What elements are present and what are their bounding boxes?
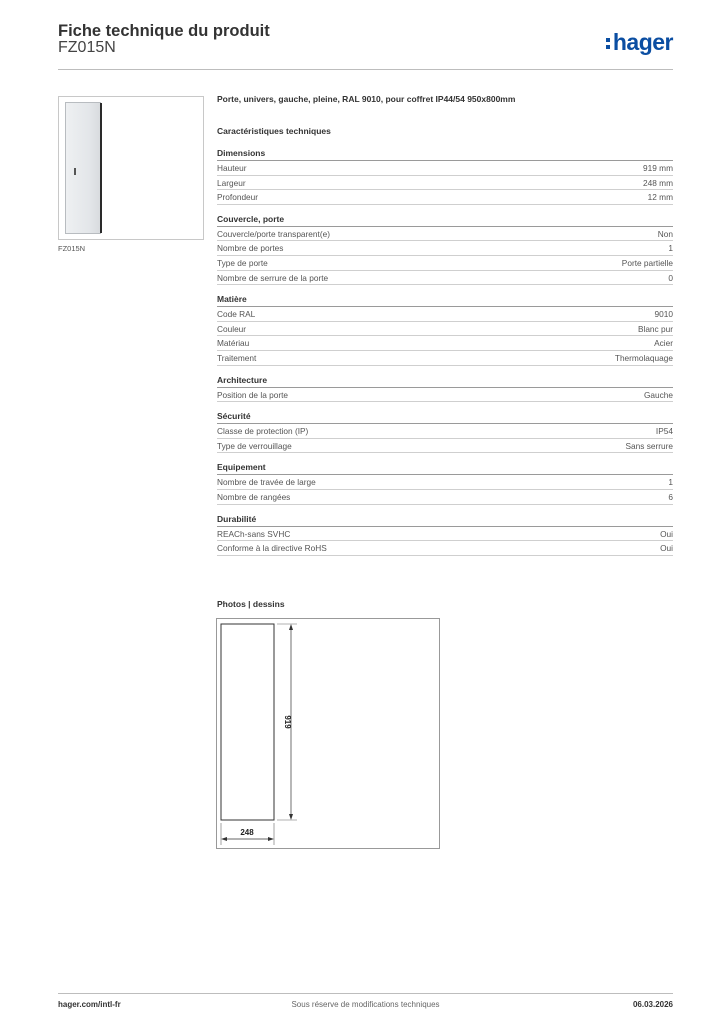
- door-hinge-mark: [74, 168, 76, 175]
- technical-drawing: [216, 618, 440, 849]
- spec-label: Type de porte: [217, 257, 268, 268]
- section-title: Couvercle, porte: [217, 212, 673, 227]
- spec-row: [217, 241, 673, 256]
- page-footer: [58, 993, 673, 1019]
- spec-row: [217, 271, 673, 286]
- section-title: Equipement: [217, 460, 673, 475]
- main-content: [217, 94, 673, 563]
- product-reference: FZ015N: [58, 39, 116, 56]
- spec-section: [217, 512, 673, 556]
- spec-value: 1: [668, 477, 673, 488]
- spec-label: Code RAL: [217, 309, 256, 320]
- spec-row: [217, 541, 673, 556]
- spec-sections: [217, 146, 673, 556]
- spec-row: [217, 322, 673, 337]
- spec-heading: Caractéristiques techniques: [217, 126, 331, 136]
- spec-row: [217, 351, 673, 366]
- spec-row: [217, 439, 673, 454]
- door-edge-shadow: [100, 103, 102, 233]
- width-arrow-left: [221, 837, 227, 841]
- footer-notice: Sous réserve de modifications techniques: [291, 1000, 440, 1009]
- section-title: Durabilité: [217, 512, 673, 527]
- spec-label: Nombre de serrure de la porte: [217, 272, 329, 283]
- spec-label: Conforme à la directive RoHS: [217, 543, 327, 554]
- spec-value: 0: [668, 272, 673, 283]
- product-description: Porte, univers, gauche, pleine, RAL 9010, pour coffret IP44/54 950x800mm: [217, 94, 516, 104]
- door-outline: [221, 624, 274, 820]
- spec-label: Profondeur: [217, 192, 259, 203]
- spec-value: Gauche: [643, 389, 673, 400]
- spec-value: Oui: [660, 528, 673, 539]
- spec-row: [217, 161, 673, 176]
- drawing-svg: [217, 619, 441, 850]
- spec-label: Hauteur: [217, 163, 247, 173]
- section-title: Matière: [217, 292, 673, 307]
- spec-value: 1: [668, 243, 673, 254]
- height-dimension-label: 919: [283, 715, 292, 729]
- spec-section: [217, 146, 673, 205]
- spec-row: [217, 490, 673, 505]
- spec-label: Nombre de rangées: [217, 491, 291, 502]
- spec-value: Blanc pur: [637, 323, 673, 334]
- spec-value: 6: [668, 491, 673, 502]
- spec-row: [217, 227, 673, 242]
- spec-label: Matériau: [217, 338, 250, 349]
- product-image-caption: FZ015N: [58, 244, 86, 253]
- spec-label: Type de verrouillage: [217, 440, 292, 451]
- height-arrow-bottom: [289, 814, 293, 820]
- height-arrow-top: [289, 624, 293, 630]
- spec-row: [217, 307, 673, 322]
- spec-label: Couleur: [217, 323, 247, 334]
- spec-row: [217, 475, 673, 490]
- page-header: [58, 20, 673, 70]
- spec-row: [217, 336, 673, 351]
- section-title: Dimensions: [217, 146, 673, 161]
- spec-label: Nombre de travée de large: [217, 477, 316, 488]
- spec-section: [217, 292, 673, 365]
- product-image: [58, 96, 204, 240]
- spec-value: 919 mm: [643, 163, 673, 173]
- spec-value: 9010: [654, 309, 673, 320]
- spec-label: Classe de protection (IP): [217, 426, 309, 437]
- spec-value: Non: [657, 228, 673, 239]
- spec-label: Nombre de portes: [217, 243, 284, 254]
- spec-row: [217, 424, 673, 439]
- section-title: Architecture: [217, 373, 673, 388]
- spec-row: [217, 388, 673, 403]
- spec-value: Sans serrure: [625, 440, 673, 451]
- spec-label: Couvercle/porte transparent(e): [217, 228, 330, 239]
- width-dimension-label: 248: [240, 828, 254, 837]
- spec-row: [217, 190, 673, 205]
- spec-value: 248 mm: [643, 177, 673, 188]
- spec-section: [217, 212, 673, 285]
- spec-section: [217, 409, 673, 453]
- spec-row: [217, 256, 673, 271]
- footer-date: 06.03.2026: [632, 1000, 673, 1009]
- door-panel-image: [65, 102, 101, 234]
- spec-section: [217, 373, 673, 403]
- spec-value: IP54: [655, 426, 673, 437]
- spec-label: Traitement: [217, 352, 257, 363]
- spec-value: Oui: [660, 543, 673, 554]
- section-title: Sécurité: [217, 409, 673, 424]
- spec-label: REACh-sans SVHC: [217, 528, 291, 539]
- width-arrow-right: [268, 837, 274, 841]
- spec-label: Position de la porte: [217, 389, 289, 400]
- spec-value: Thermolaquage: [614, 352, 673, 363]
- spec-value: Porte partielle: [621, 257, 673, 268]
- spec-section: [217, 460, 673, 504]
- photos-title: Photos | dessins: [217, 599, 285, 609]
- spec-row: [217, 527, 673, 542]
- website-link[interactable]: hager.com/intl-fr: [58, 1000, 121, 1009]
- document-title: Fiche technique du produit: [58, 22, 270, 40]
- logo-colon-icon: [606, 35, 611, 51]
- spec-label: Largeur: [217, 177, 246, 188]
- logo-text: hager: [612, 29, 673, 55]
- hager-logo: [606, 29, 673, 56]
- spec-value: 12 mm: [647, 192, 673, 203]
- spec-row: [217, 176, 673, 191]
- spec-value: Acier: [654, 338, 673, 349]
